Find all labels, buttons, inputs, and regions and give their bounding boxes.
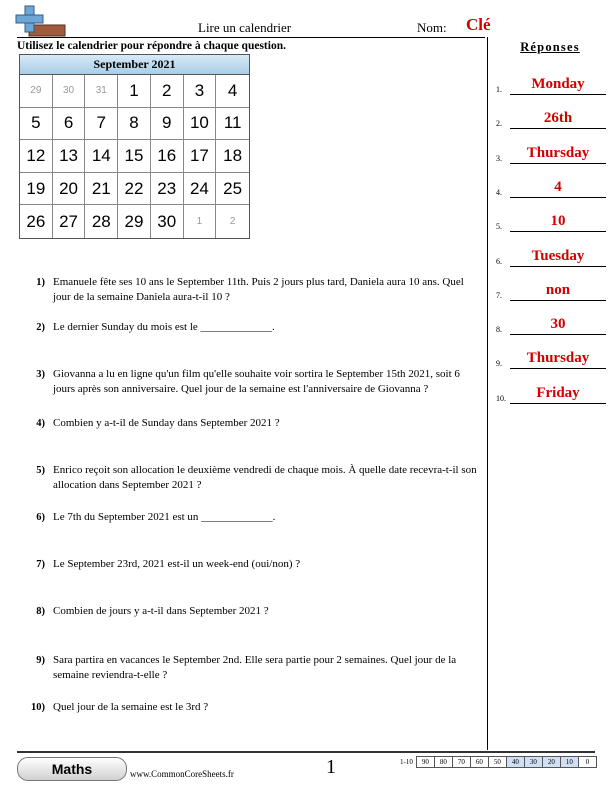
question-number: 6) [36,512,45,523]
calendar-day-cell: 29 [118,205,151,238]
calendar-day-cell: 2 [151,75,184,108]
answer-number: 3. [496,153,502,163]
question-text: Quel jour de la semaine est le 3rd ? [53,701,209,713]
calendar-day-cell: 19 [20,173,53,206]
question-7 [19,557,481,572]
answer-number: 8. [496,325,502,335]
score-cell: 40 [506,756,525,768]
answer-value: 4 [554,178,562,195]
answer-line [510,94,606,95]
calendar-day-cell: 1 [118,75,151,108]
site-url: www.CommonCoreSheets.fr [130,769,234,779]
question-8 [19,604,481,619]
answer-value: Friday [536,384,580,401]
question-3 [19,367,481,397]
score-range-label: 1-10 [400,758,413,766]
score-cell: 0 [578,756,597,768]
name-label: Nom: [417,20,447,35]
answer-line [510,266,606,267]
calendar-day-cell: 25 [216,173,249,206]
answer-6 [496,247,608,267]
score-cell: 60 [470,756,489,768]
plus-logo-icon [15,4,67,38]
question-text: Combien de jours y a-t-il dans September 2021 ? [53,605,269,617]
answer-value: 26th [543,110,573,127]
question-2 [19,320,481,335]
calendar-day-cell: 3 [184,75,217,108]
question-number: 5) [36,465,45,476]
question-number: 4) [36,418,45,429]
calendar-day-cell: 26 [20,205,53,238]
score-cell: 80 [434,756,453,768]
calendar-day-cell: 15 [118,140,151,173]
calendar-day-cell: 28 [85,205,118,238]
calendar-day-cell: 20 [53,173,86,206]
calendar-day-cell: 7 [85,108,118,141]
answer-value: 10 [550,213,566,230]
page-number: 1 [326,756,336,778]
answer-4 [496,178,608,198]
question-number: 10) [31,702,45,713]
question-number: 7) [36,559,45,570]
question-9 [19,653,481,683]
answer-10 [496,384,608,404]
calendar-day-cell: 23 [151,173,184,206]
answer-number: 6. [496,256,502,266]
answer-1 [496,75,608,95]
calendar-day-cell: 8 [118,108,151,141]
calendar-day-cell: 24 [184,173,217,206]
worksheet-title: Lire un calendrier [198,20,292,35]
answer-2 [496,109,608,129]
score-cell: 90 [416,756,435,768]
calendar-month-header: September 2021 [20,55,249,75]
calendar-day-cell: 2 [229,216,236,228]
question-10 [19,700,481,715]
calendar-day-cell: 31 [85,75,118,108]
question-text: Sara partira en vacances le September 2nd. Elle sera partie pour 2 semaines. Quel jour de la semaine reviendra-t-elle ? [53,654,457,681]
question-6 [19,510,481,525]
calendar [19,54,250,239]
question-text: Emanuele fête ses 10 ans le September 11th. Puis 2 jours plus tard, Daniela aura 10 ans. Quel jour de la semaine Daniela aura-t-il 10 ? [53,276,464,303]
score-cell: 30 [524,756,543,768]
answer-number: 10. [496,393,506,403]
footer-divider [17,751,595,753]
calendar-day-cell: 1 [184,205,217,238]
question-text: Combien y a-t-il de Sunday dans September 2021 ? [53,417,280,429]
subject-badge: Maths [17,757,127,781]
answer-line [510,231,606,232]
answer-line [510,300,606,301]
answer-value: Thursday [526,144,590,161]
question-number: 1) [36,277,45,288]
calendar-day-cell: 30 [151,205,184,238]
answer-5 [496,212,608,232]
calendar-day-cell: 14 [85,140,118,173]
question-text: Enrico reçoit son allocation le deuxième vendredi de chaque mois. À quelle date recevra-t-il son allocation dans September 2021 ? [53,464,477,491]
answer-line [510,163,606,164]
calendar-day-cell: 30 [53,75,86,108]
answer-3 [496,144,608,164]
calendar-day-cell: 16 [151,140,184,173]
answer-value: 30 [550,316,566,333]
score-table [396,756,597,768]
question-number: 3) [36,369,45,380]
score-cell: 50 [488,756,507,768]
answer-9 [496,349,608,369]
calendar-day-cell: 10 [184,108,217,141]
question-text: Le 7th du September 2021 est un _____________. [53,511,276,523]
answers-title: Réponses [520,40,580,54]
calendar-day-cell: 11 [216,108,249,141]
question-5 [19,463,481,493]
calendar-day-cell: 29 [20,75,53,108]
answer-line [510,197,606,198]
calendar-day-cell: 27 [53,205,86,238]
calendar-day-cell: 12 [20,140,53,173]
question-text: Le September 23rd, 2021 est-il un week-end (oui/non) ? [53,558,301,570]
question-number: 2) [36,322,45,333]
answer-value: Thursday [526,350,590,367]
answer-number: 9. [496,359,502,369]
calendar-day-cell: 4 [216,75,249,108]
answer-line [510,334,606,335]
answer-number: 2. [496,119,502,129]
calendar-day-cell: 13 [53,140,86,173]
calendar-day-cell: 9 [151,108,184,141]
calendar-day-cell: 17 [184,140,217,173]
calendar-day-cell: 18 [216,140,249,173]
score-cell: 70 [452,756,471,768]
answer-number: 1. [496,85,502,94]
question-number: 9) [36,655,45,666]
score-cell: 20 [542,756,561,768]
calendar-day-cell: 5 [20,108,53,141]
instructions: Utilisez le calendrier pour répondre à chaque question. [17,40,286,52]
answer-line [510,403,606,404]
answer-number: 4. [496,187,502,197]
answer-line [510,128,606,129]
question-1 [19,275,481,305]
question-text: Le dernier Sunday du mois est le _____________. [53,321,275,333]
answer-value: Tuesday [531,247,585,264]
header-divider [17,37,485,38]
answer-number: 7. [496,290,502,300]
question-number: 8) [36,606,45,617]
question-4 [19,416,481,431]
answers-divider [487,37,488,750]
score-cell: 10 [560,756,579,768]
answer-value: Monday [531,76,585,92]
answer-number: 5. [496,222,502,232]
calendar-grid [20,75,249,238]
answer-7 [496,281,608,301]
calendar-day-cell: 21 [85,173,118,206]
answer-value: non [545,281,571,298]
answer-line [510,368,606,369]
calendar-day-cell: 22 [118,173,151,206]
name-value: Clé [466,15,491,34]
calendar-day-cell: 6 [53,108,86,141]
question-text: Giovanna a lu en ligne qu'un film qu'elle souhaite voir sortira le September 15th 2021, soit 6 jours après son anniversaire. Quel jour de la semaine est l'anniversaire de Giovanna ? [53,368,460,395]
answer-8 [496,315,608,335]
